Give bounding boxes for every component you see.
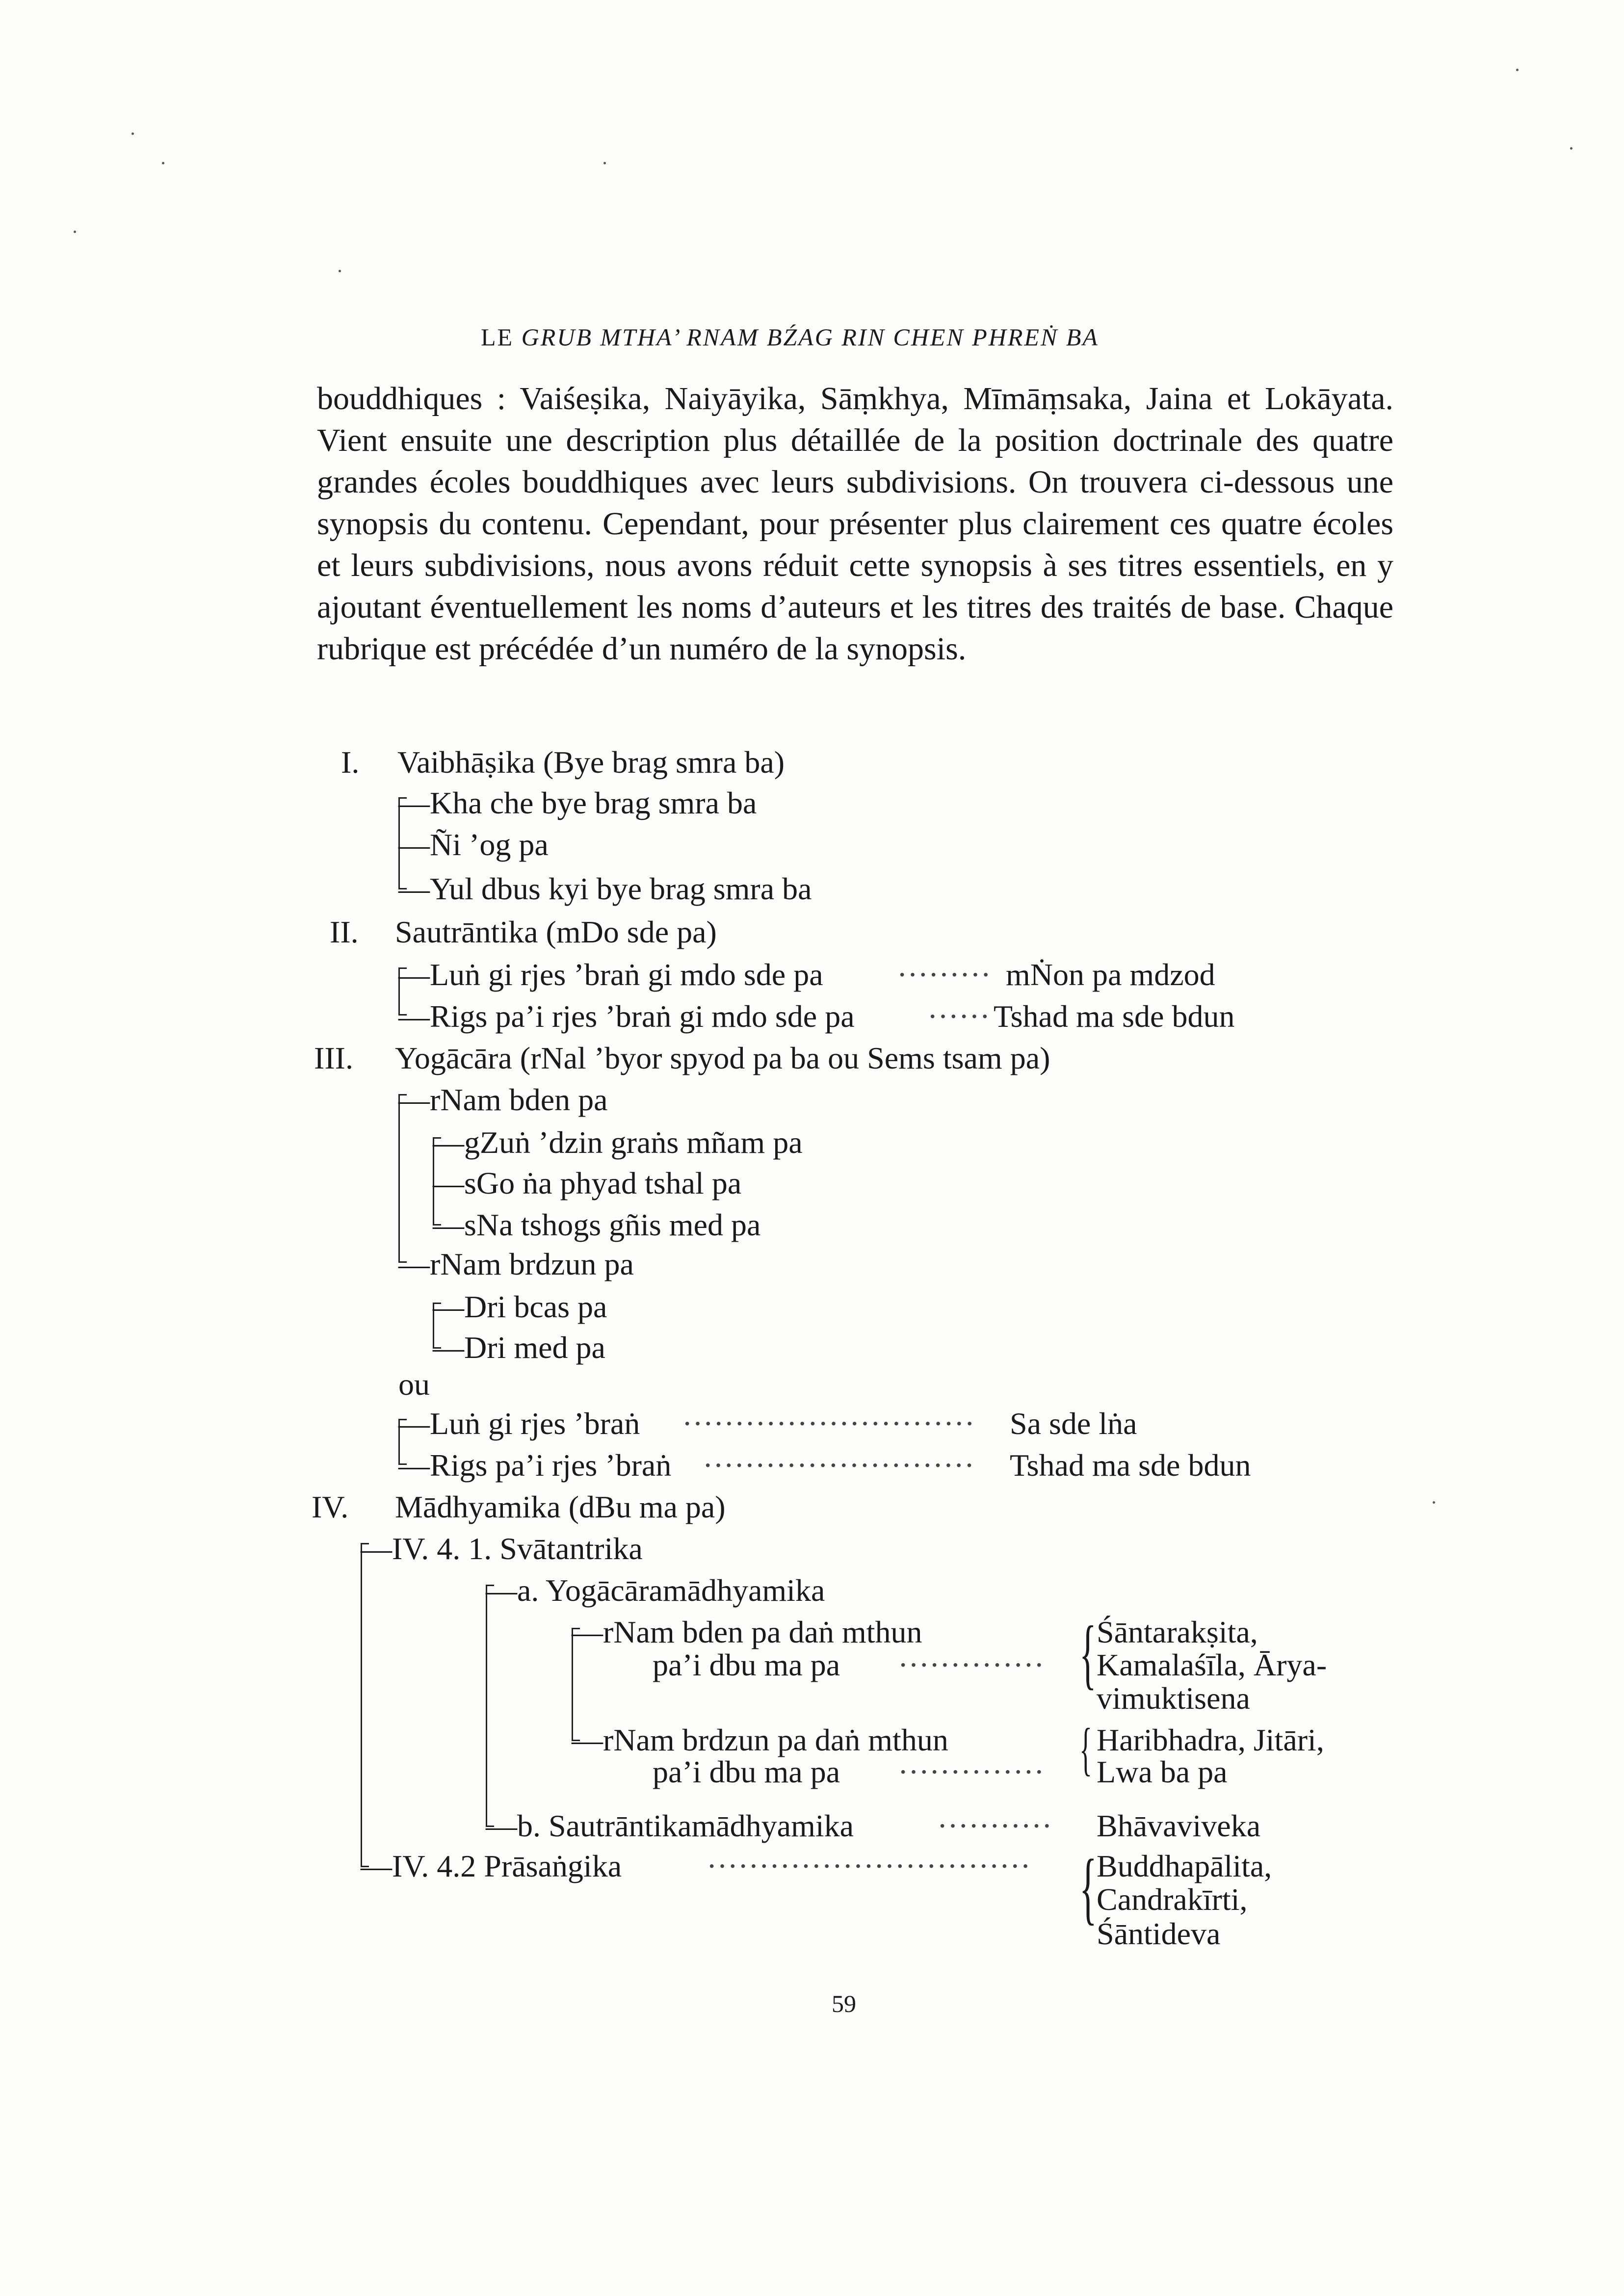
intro-paragraph: bouddhiques : Vaiśeṣika, Naiyāyika, Sāṃkhya, Mīmāṃsaka, Jaina et Lokāyata. Vient ensuite une description plus détaillée de la position doctrinale des quatre grandes écoles bouddhiques avec leurs subdivisions. On trouvera ci-dessous une synopsis du contenu. Cependant, pour présenter plus clairement ces quatre écoles et leurs subdivisions, nous avons réduit cette synopsis à ses titres essentiels, en y ajoutant éventuellement les noms d’auteurs et les titres des traités de base. Chaque rubrique est précédée d’un numéro de la synopsis. <box>317 381 1393 667</box>
scan-speck <box>1570 147 1572 150</box>
treatise-ref: Tshad ma sde bdun <box>994 999 1235 1034</box>
section-number: I. <box>341 745 360 780</box>
bracket <box>398 1094 407 1263</box>
author-ref: Haribhadra, Jitāri, <box>1097 1722 1324 1757</box>
section-title: Sautrāntika (mDo sde pa) <box>395 914 717 949</box>
author-ref: vimuktisena <box>1097 1681 1250 1716</box>
page-number: 59 <box>832 1990 856 2017</box>
bracket <box>486 1585 494 1827</box>
author-ref: Śāntarakṣita, <box>1097 1615 1258 1649</box>
dot-leader: ··········· <box>937 1808 1052 1843</box>
scan-speck <box>131 132 134 135</box>
list-item: —Ñi ’og pa <box>398 827 549 862</box>
treatise-ref: Tshad ma sde bdun <box>1010 1448 1251 1483</box>
list-item: —rNam brdzun pa <box>398 1247 634 1281</box>
dot-leader: ········· <box>897 957 991 992</box>
list-item: —rNam bden pa daṅ mthun <box>572 1615 922 1649</box>
section-number: IV. <box>312 1489 349 1524</box>
dot-leader: ·············· <box>898 1754 1045 1789</box>
section-number: II. <box>330 914 359 949</box>
author-ref: Candrakīrti, <box>1097 1882 1248 1917</box>
treatise-ref: Sa sde lṅa <box>1010 1406 1137 1441</box>
header-title: GRUB MTHA’ RNAM BŹAG RIN CHEN PHREṄ BA <box>521 323 1099 351</box>
section-title: Mādhyamika (dBu ma pa) <box>395 1489 726 1524</box>
dot-leader: ······························· <box>707 1849 1031 1883</box>
treatise-ref: mṄon pa mdzod <box>1006 957 1215 992</box>
list-item: —Luṅ gi rjes ’braṅ <box>398 1406 640 1441</box>
list-item: —sGo ṅa phyad tshal pa <box>433 1166 742 1200</box>
list-item: —Kha che bye brag smra ba <box>398 785 757 820</box>
scan-speck <box>603 162 606 164</box>
list-item: —rNam bden pa <box>398 1082 608 1117</box>
author-ref: Bhāvaviveka <box>1097 1808 1261 1843</box>
list-item: —rNam brdzun pa daṅ mthun <box>572 1722 948 1757</box>
list-item: pa’i dbu ma pa <box>653 1647 840 1682</box>
author-ref: Lwa ba pa <box>1097 1754 1228 1789</box>
list-item: —Yul dbus kyi bye brag smra ba <box>398 871 812 906</box>
section-number: III. <box>314 1041 353 1075</box>
dot-leader: ······ <box>927 999 990 1034</box>
list-item: —Luṅ gi rjes ’braṅ gi mdo sde pa <box>398 957 823 992</box>
section-title: Vaibhāṣika (Bye brag smra ba) <box>397 745 785 780</box>
subschool-label: —IV. 4.2 Prāsaṅgika <box>361 1849 622 1883</box>
header-prefix: LE <box>481 323 522 351</box>
list-item: —gZuṅ ’dzin graṅs mñam pa <box>433 1125 803 1160</box>
dot-leader: ·························· <box>703 1448 975 1483</box>
author-ref: Buddhapālita, <box>1097 1849 1272 1883</box>
bracket <box>361 1543 369 1867</box>
subschool-label: —a. Yogācāramādhyamika <box>486 1573 825 1608</box>
list-item: —Rigs pa’i rjes ’braṅ <box>398 1448 672 1483</box>
scan-speck <box>162 162 164 164</box>
list-item: —Dri bcas pa <box>433 1289 607 1324</box>
dot-leader: ···························· <box>682 1406 975 1441</box>
curly-brace: { <box>1079 1843 1097 1932</box>
subschool-label: —b. Sautrāntikamādhyamika <box>486 1808 854 1843</box>
connector-word: ou <box>398 1367 430 1402</box>
scan-speck <box>339 270 341 272</box>
curly-brace: { <box>1079 1610 1097 1697</box>
list-item: —Dri med pa <box>433 1330 605 1365</box>
section-title: Yogācāra (rNal ’byor spyod pa ba ou Sems tsam pa) <box>395 1041 1050 1075</box>
author-ref: Śāntideva <box>1097 1916 1221 1951</box>
list-item: —sNa tshogs gñis med pa <box>433 1207 761 1242</box>
list-item: —Rigs pa’i rjes ’braṅ gi mdo sde pa <box>398 999 855 1034</box>
scan-speck <box>1433 1501 1435 1504</box>
scan-speck <box>1516 69 1519 71</box>
author-ref: Kamalaśīla, Ārya- <box>1097 1647 1327 1682</box>
dot-leader: ·············· <box>898 1647 1045 1682</box>
list-item: pa’i dbu ma pa <box>653 1754 840 1789</box>
scan-speck <box>74 231 76 233</box>
curly-brace: { <box>1079 1716 1092 1781</box>
subschool-label: —IV. 4. 1. Svātantrika <box>361 1531 643 1566</box>
running-header <box>481 323 1099 351</box>
